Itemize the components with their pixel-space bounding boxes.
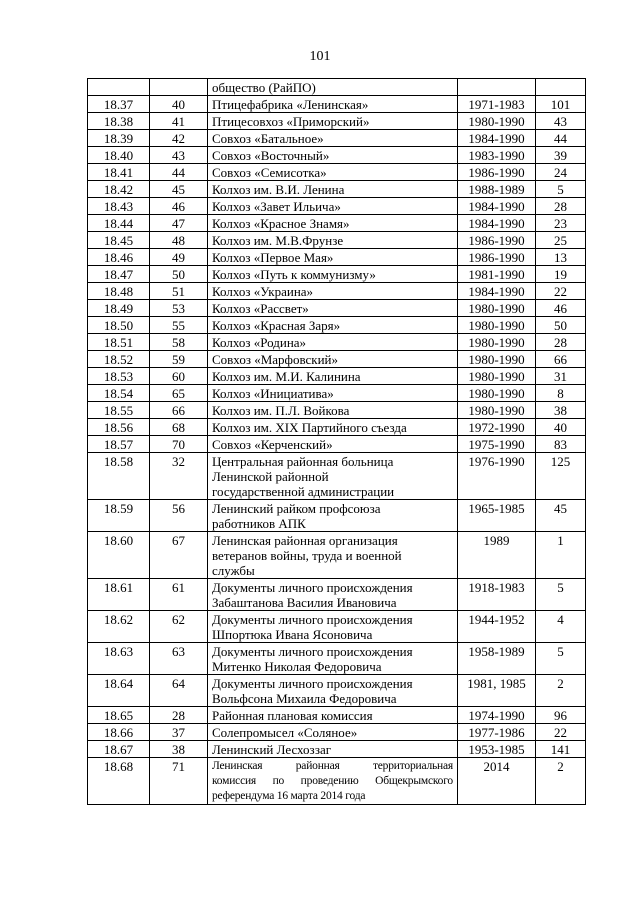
item-count-cell: 23 (536, 215, 586, 232)
fund-name-line: Колхоз «Красная Заря» (212, 318, 341, 333)
item-count-cell: 24 (536, 164, 586, 181)
fund-name-line: Колхоз «Завет Ильича» (212, 199, 341, 214)
item-count-cell: 44 (536, 130, 586, 147)
fund-name-line: Вольфсона Михаила Федоровича (212, 691, 397, 706)
row-number-cell: 18.40 (88, 147, 150, 164)
fund-number-cell: 71 (150, 758, 208, 805)
row-number-cell: 18.41 (88, 164, 150, 181)
table-row (88, 500, 586, 532)
table-row (88, 215, 586, 232)
fund-name-line: Солепромысел «Соляное» (212, 725, 358, 740)
table-row (88, 675, 586, 707)
years-cell: 1984-1990 (458, 283, 536, 300)
years-cell: 1980-1990 (458, 351, 536, 368)
row-number-cell: 18.67 (88, 741, 150, 758)
fund-name-line: Документы личного происхождения (212, 644, 413, 659)
fund-number-cell: 40 (150, 96, 208, 113)
table-row (88, 351, 586, 368)
row-number-cell: 18.56 (88, 419, 150, 436)
fund-name-line: Колхоз им. В.И. Ленина (212, 182, 345, 197)
fund-number-cell: 32 (150, 453, 208, 500)
page-number: 101 (309, 49, 331, 64)
years-cell: 1972-1990 (458, 419, 536, 436)
fund-name-cell (208, 707, 458, 724)
fund-name-cell (208, 130, 458, 147)
item-count-cell: 2 (536, 758, 586, 805)
years-cell: 1953-1985 (458, 741, 536, 758)
archive-fund-table (87, 78, 586, 805)
fund-name-line: Колхоз «Рассвет» (212, 301, 309, 316)
table-row (88, 643, 586, 675)
row-number-cell: 18.38 (88, 113, 150, 130)
row-number-cell: 18.53 (88, 368, 150, 385)
fund-number-cell: 70 (150, 436, 208, 453)
years-cell: 1980-1990 (458, 317, 536, 334)
item-count-cell: 141 (536, 741, 586, 758)
item-count-cell: 50 (536, 317, 586, 334)
table-row (88, 113, 586, 130)
row-number-cell (88, 79, 150, 96)
table-row (88, 79, 586, 96)
item-count-cell: 8 (536, 385, 586, 402)
fund-name-cell (208, 351, 458, 368)
fund-name-cell (208, 436, 458, 453)
years-cell: 1989 (458, 532, 536, 579)
fund-name-cell (208, 317, 458, 334)
row-number-cell: 18.51 (88, 334, 150, 351)
item-count-cell: 19 (536, 266, 586, 283)
fund-name-cell (208, 113, 458, 130)
row-number-cell: 18.43 (88, 198, 150, 215)
years-cell: 1976-1990 (458, 453, 536, 500)
fund-number-cell: 44 (150, 164, 208, 181)
item-count-cell: 22 (536, 283, 586, 300)
fund-name-line: Колхоз «Путь к коммунизму» (212, 267, 376, 282)
years-cell (458, 79, 536, 96)
table-row (88, 611, 586, 643)
fund-name-cell (208, 96, 458, 113)
item-count-cell: 5 (536, 181, 586, 198)
table-row (88, 249, 586, 266)
fund-name-cell (208, 181, 458, 198)
item-count-cell: 2 (536, 675, 586, 707)
fund-number-cell: 41 (150, 113, 208, 130)
fund-number-cell: 50 (150, 266, 208, 283)
fund-name-line: Совхоз «Батальное» (212, 131, 324, 146)
years-cell: 1984-1990 (458, 198, 536, 215)
fund-name-line: Совхоз «Восточный» (212, 148, 330, 163)
fund-number-cell: 37 (150, 724, 208, 741)
fund-number-cell: 38 (150, 741, 208, 758)
row-number-cell: 18.45 (88, 232, 150, 249)
fund-name-cell (208, 334, 458, 351)
fund-number-cell: 45 (150, 181, 208, 198)
years-cell: 1986-1990 (458, 164, 536, 181)
fund-name-line: комиссия по проведению Общекрымского (212, 775, 453, 787)
fund-name-line: службы (212, 563, 255, 578)
fund-number-cell: 55 (150, 317, 208, 334)
fund-name-line: работников АПК (212, 516, 306, 531)
table-row (88, 283, 586, 300)
fund-name-line: ветеранов войны, труда и военной (212, 548, 402, 563)
fund-name-cell (208, 611, 458, 643)
fund-name-line: Колхоз «Украина» (212, 284, 314, 299)
item-count-cell: 5 (536, 579, 586, 611)
item-count-cell: 5 (536, 643, 586, 675)
row-number-cell: 18.65 (88, 707, 150, 724)
years-cell: 1988-1989 (458, 181, 536, 198)
fund-number-cell: 56 (150, 500, 208, 532)
fund-name-line: Совхоз «Марфовский» (212, 352, 339, 367)
fund-name-cell (208, 232, 458, 249)
fund-name-cell (208, 79, 458, 96)
row-number-cell: 18.50 (88, 317, 150, 334)
fund-name-line: Птицефабрика «Ленинская» (212, 97, 369, 112)
fund-name-line: Документы личного происхождения (212, 676, 413, 691)
fund-name-cell (208, 675, 458, 707)
fund-number-cell: 42 (150, 130, 208, 147)
fund-name-cell (208, 368, 458, 385)
item-count-cell: 13 (536, 249, 586, 266)
row-number-cell: 18.37 (88, 96, 150, 113)
row-number-cell: 18.63 (88, 643, 150, 675)
fund-name-line: Документы личного происхождения (212, 580, 413, 595)
item-count-cell: 66 (536, 351, 586, 368)
fund-number-cell: 60 (150, 368, 208, 385)
years-cell: 1986-1990 (458, 232, 536, 249)
table-row (88, 758, 586, 805)
fund-name-cell (208, 147, 458, 164)
fund-name-line: Колхоз «Родина» (212, 335, 307, 350)
fund-name-cell (208, 453, 458, 500)
years-cell: 1984-1990 (458, 130, 536, 147)
fund-name-line: Колхоз «Красное Знамя» (212, 216, 350, 231)
fund-number-cell: 48 (150, 232, 208, 249)
item-count-cell: 45 (536, 500, 586, 532)
item-count-cell: 96 (536, 707, 586, 724)
years-cell: 1980-1990 (458, 113, 536, 130)
fund-name-line: Колхоз им. М.В.Фрунзе (212, 233, 344, 248)
fund-name-cell (208, 758, 458, 805)
fund-name-cell (208, 215, 458, 232)
fund-number-cell (150, 79, 208, 96)
row-number-cell: 18.54 (88, 385, 150, 402)
fund-name-line: Ленинский Лесхоззаг (212, 742, 332, 757)
item-count-cell: 83 (536, 436, 586, 453)
row-number-cell: 18.48 (88, 283, 150, 300)
years-cell: 1984-1990 (458, 215, 536, 232)
table-row (88, 147, 586, 164)
item-count-cell: 1 (536, 532, 586, 579)
fund-name-cell (208, 532, 458, 579)
fund-number-cell: 47 (150, 215, 208, 232)
fund-name-line: Колхоз им. П.Л. Войкова (212, 403, 350, 418)
fund-name-line: Центральная районная больница (212, 454, 394, 469)
row-number-cell: 18.66 (88, 724, 150, 741)
fund-number-cell: 66 (150, 402, 208, 419)
item-count-cell: 101 (536, 96, 586, 113)
item-count-cell: 4 (536, 611, 586, 643)
fund-name-cell (208, 198, 458, 215)
row-number-cell: 18.62 (88, 611, 150, 643)
item-count-cell: 40 (536, 419, 586, 436)
row-number-cell: 18.57 (88, 436, 150, 453)
item-count-cell: 28 (536, 334, 586, 351)
fund-name-cell (208, 500, 458, 532)
table-row (88, 579, 586, 611)
years-cell: 1977-1986 (458, 724, 536, 741)
item-count-cell: 43 (536, 113, 586, 130)
fund-name-cell (208, 164, 458, 181)
row-number-cell: 18.39 (88, 130, 150, 147)
years-cell: 1981-1990 (458, 266, 536, 283)
fund-number-cell: 53 (150, 300, 208, 317)
fund-name-cell (208, 300, 458, 317)
fund-number-cell: 63 (150, 643, 208, 675)
fund-name-line: Ленинской районной (212, 469, 329, 484)
fund-number-cell: 58 (150, 334, 208, 351)
years-cell: 1980-1990 (458, 334, 536, 351)
table-row (88, 334, 586, 351)
fund-name-line: общество (РайПО) (212, 80, 316, 95)
row-number-cell: 18.52 (88, 351, 150, 368)
fund-number-cell: 46 (150, 198, 208, 215)
fund-name-cell (208, 402, 458, 419)
fund-number-cell: 43 (150, 147, 208, 164)
table-row (88, 164, 586, 181)
fund-name-line: Колхоз «Первое Мая» (212, 250, 334, 265)
row-number-cell: 18.44 (88, 215, 150, 232)
fund-name-cell (208, 385, 458, 402)
fund-name-line: Колхоз им. М.И. Калинина (212, 369, 361, 384)
years-cell: 1980-1990 (458, 300, 536, 317)
years-cell: 1980-1990 (458, 402, 536, 419)
fund-name-line: Митенко Николая Федоровича (212, 659, 382, 674)
row-number-cell: 18.46 (88, 249, 150, 266)
fund-number-cell: 61 (150, 579, 208, 611)
fund-name-cell (208, 249, 458, 266)
table-row (88, 266, 586, 283)
item-count-cell: 39 (536, 147, 586, 164)
item-count-cell: 38 (536, 402, 586, 419)
fund-number-cell: 28 (150, 707, 208, 724)
row-number-cell: 18.60 (88, 532, 150, 579)
table-row (88, 300, 586, 317)
years-cell: 1971-1983 (458, 96, 536, 113)
fund-number-cell: 62 (150, 611, 208, 643)
fund-name-line: Шпортюка Ивана Ясоновича (212, 627, 373, 642)
fund-name-cell (208, 579, 458, 611)
fund-name-cell (208, 266, 458, 283)
fund-name-line: Колхоз «Инициатива» (212, 386, 334, 401)
fund-name-line: Ленинская районная организация (212, 533, 398, 548)
years-cell: 1944-1952 (458, 611, 536, 643)
fund-name-line: Птицесовхоз «Приморский» (212, 114, 370, 129)
fund-number-cell: 65 (150, 385, 208, 402)
row-number-cell: 18.64 (88, 675, 150, 707)
fund-name-line: Совхоз «Керченский» (212, 437, 333, 452)
fund-name-cell (208, 419, 458, 436)
fund-name-cell (208, 643, 458, 675)
fund-number-cell: 68 (150, 419, 208, 436)
fund-number-cell: 59 (150, 351, 208, 368)
table-row (88, 198, 586, 215)
table-row (88, 436, 586, 453)
years-cell: 1975-1990 (458, 436, 536, 453)
years-cell: 1980-1990 (458, 385, 536, 402)
years-cell: 1958-1989 (458, 643, 536, 675)
table-row (88, 96, 586, 113)
fund-name-line: Документы личного происхождения (212, 612, 413, 627)
item-count-cell: 22 (536, 724, 586, 741)
fund-name-line: Забаштанова Василия Ивановича (212, 595, 397, 610)
table-row (88, 741, 586, 758)
years-cell: 1974-1990 (458, 707, 536, 724)
years-cell: 2014 (458, 758, 536, 805)
fund-number-cell: 67 (150, 532, 208, 579)
years-cell: 1980-1990 (458, 368, 536, 385)
table-body (88, 79, 586, 805)
table-row (88, 385, 586, 402)
row-number-cell: 18.55 (88, 402, 150, 419)
item-count-cell (536, 79, 586, 96)
fund-name-line: референдума 16 марта 2014 года (212, 790, 366, 802)
fund-name-line: государственной администрации (212, 484, 395, 499)
row-number-cell: 18.42 (88, 181, 150, 198)
table-row (88, 181, 586, 198)
fund-name-line: Районная плановая комиссия (212, 708, 373, 723)
row-number-cell: 18.49 (88, 300, 150, 317)
years-cell: 1965-1985 (458, 500, 536, 532)
item-count-cell: 31 (536, 368, 586, 385)
years-cell: 1983-1990 (458, 147, 536, 164)
item-count-cell: 28 (536, 198, 586, 215)
item-count-cell: 25 (536, 232, 586, 249)
fund-name-line: Колхоз им. XIX Партийного съезда (212, 420, 407, 435)
table-row (88, 130, 586, 147)
table-row (88, 707, 586, 724)
table-row (88, 317, 586, 334)
row-number-cell: 18.61 (88, 579, 150, 611)
table-row (88, 368, 586, 385)
years-cell: 1918-1983 (458, 579, 536, 611)
fund-name-line: Совхоз «Семисотка» (212, 165, 327, 180)
item-count-cell: 46 (536, 300, 586, 317)
table-row (88, 453, 586, 500)
item-count-cell: 125 (536, 453, 586, 500)
fund-name-line: Ленинская районная территориальная (212, 760, 453, 772)
row-number-cell: 18.59 (88, 500, 150, 532)
fund-name-cell (208, 283, 458, 300)
fund-name-cell (208, 741, 458, 758)
fund-number-cell: 51 (150, 283, 208, 300)
table-row (88, 724, 586, 741)
fund-number-cell: 64 (150, 675, 208, 707)
table-row (88, 402, 586, 419)
years-cell: 1986-1990 (458, 249, 536, 266)
row-number-cell: 18.47 (88, 266, 150, 283)
years-cell: 1981, 1985 (458, 675, 536, 707)
table-row (88, 532, 586, 579)
fund-name-line: Ленинский райком профсоюза (212, 501, 381, 516)
row-number-cell: 18.68 (88, 758, 150, 805)
table-row (88, 419, 586, 436)
fund-name-cell (208, 724, 458, 741)
fund-number-cell: 49 (150, 249, 208, 266)
row-number-cell: 18.58 (88, 453, 150, 500)
table-row (88, 232, 586, 249)
